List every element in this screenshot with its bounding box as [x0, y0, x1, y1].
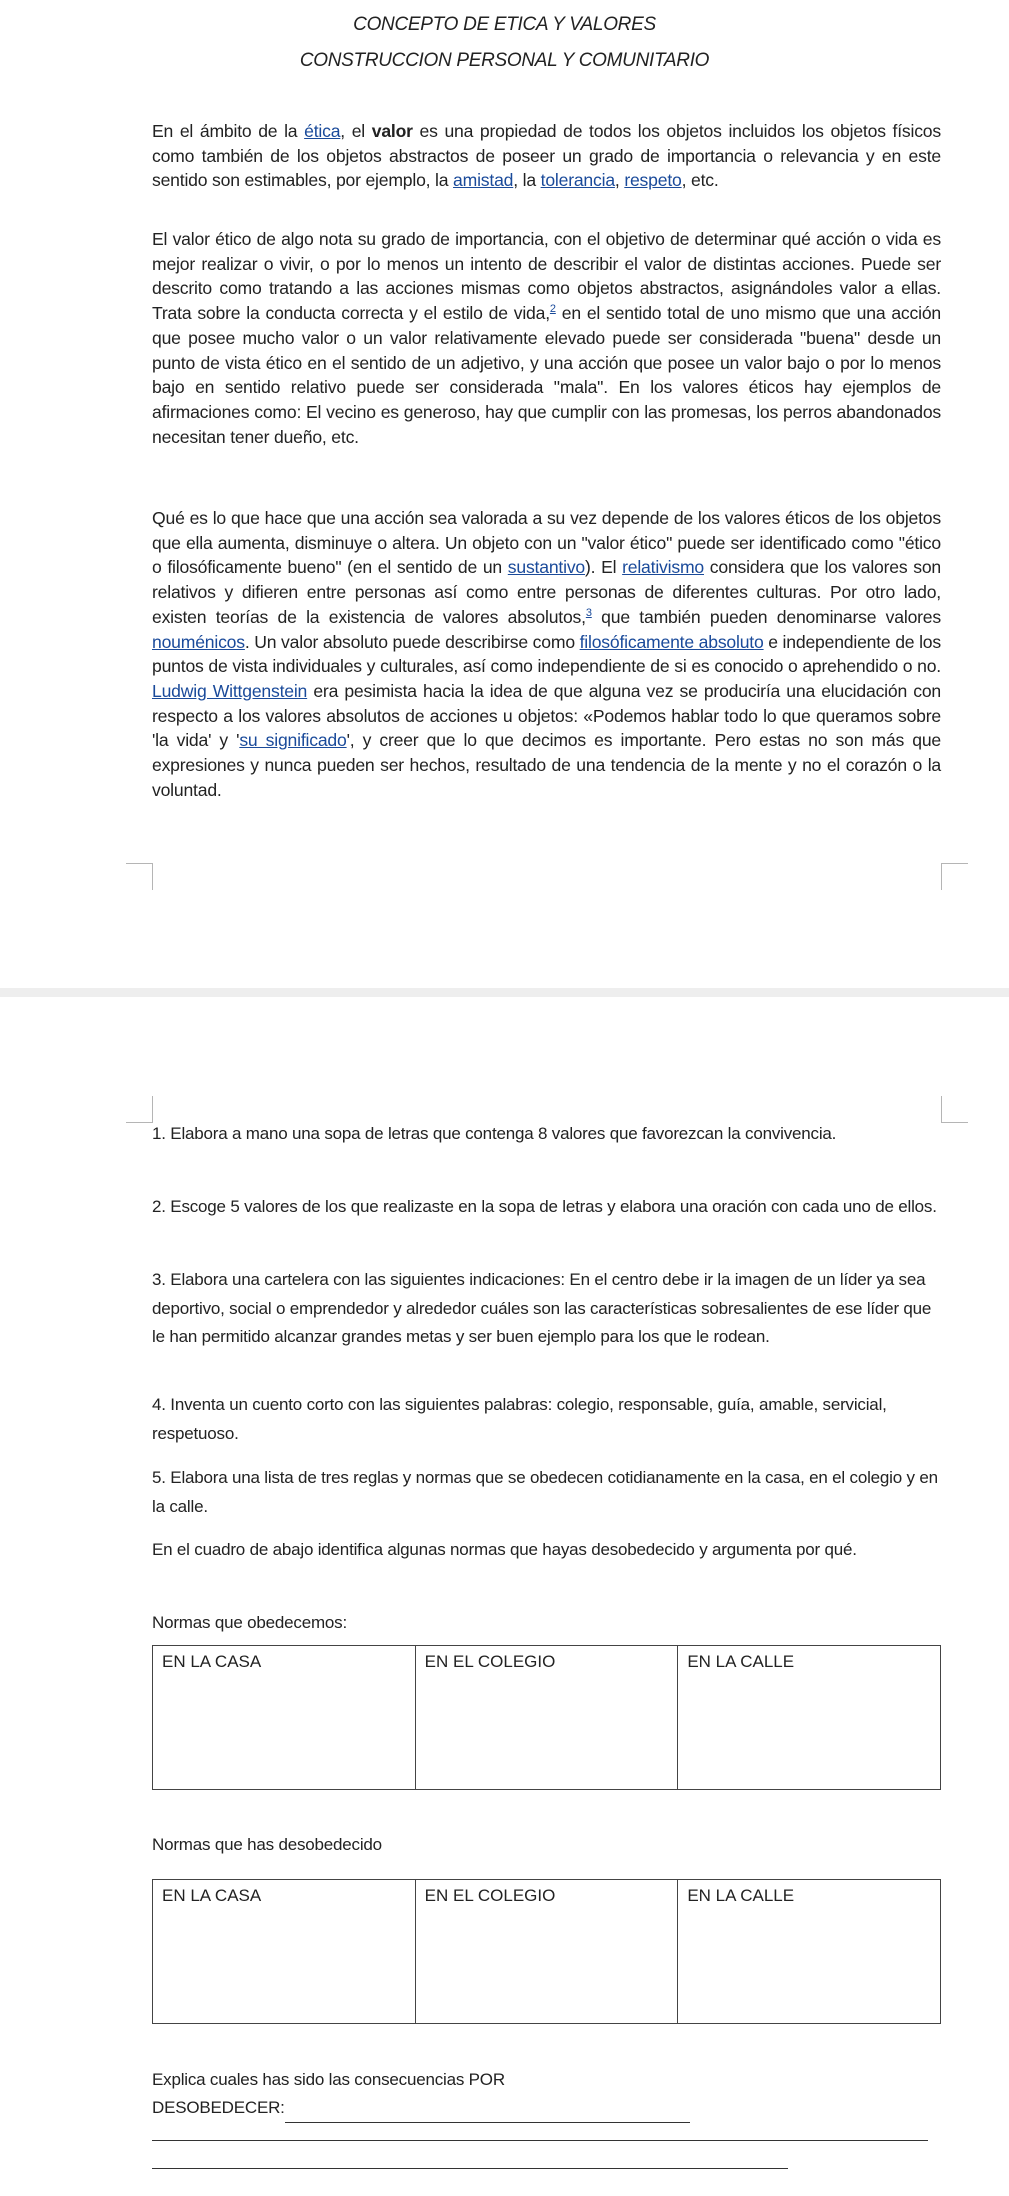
- page-separator: [0, 988, 1009, 997]
- text-run: era pesimista hacia la idea de que alguna vez se produciría una elucidación con respecto a los valores absolutos de acciones u objetos: «Podemos hablar todo lo que queramos sobre 'la vida' y ': [152, 680, 941, 751]
- table-cell-calle[interactable]: EN LA CALLE: [678, 1880, 941, 2024]
- text-run: . Un valor absoluto puede describirse como: [244, 631, 580, 652]
- text-run: El valor ético de algo nota su grado de importancia, con el objetivo de determinar qué acción o vida es mejor realizar o vivir, o por lo menos un intento de describir el valor de distintas acciones. Puede ser descrito como tratando a las acciones mismas como objetos abstractos, asignándoles valor a ellas. Trata sobre la conducta correcta y el estilo de vida,: [152, 229, 941, 324]
- text-run: que también pueden denominarse valores: [591, 606, 941, 627]
- hyperlink[interactable]: Ludwig Wittgenstein: [152, 680, 308, 701]
- task-item-4: 4. Inventa un cuento corto con las siguientes palabras: colegio, responsable, guía, amable, servicial, respetuoso.: [152, 1395, 887, 1443]
- explain-prompt: Explica cuales has sido las consecuencias POR: [152, 2070, 505, 2089]
- text-run: ). El: [585, 557, 623, 578]
- footnote-link[interactable]: 3: [585, 606, 592, 619]
- text-run: considera que los valores son relativos y difieren entre personas así como entre personas de diferentes culturas. Por otro lado, existen teorías de la existencia de valores absolutos,: [152, 557, 942, 627]
- hyperlink[interactable]: tolerancia: [540, 170, 615, 191]
- page-corner-mark: [941, 1096, 968, 1123]
- table-cell-colegio[interactable]: EN EL COLEGIO: [415, 1646, 678, 1790]
- instruction-text: En el cuadro de abajo identifica algunas normas que hayas desobedecido y argumenta por qué.: [152, 1540, 857, 1559]
- text-run: ', y creer que lo que decimos es importante. Pero estas no son más que expresiones y nunca pueden ser hechos, resultado de una tendencia de la mente y no el corazón o la voluntad.: [152, 730, 941, 800]
- footnote-link[interactable]: 2: [549, 303, 556, 316]
- text-run: ,: [614, 170, 625, 191]
- answer-blank[interactable]: [285, 2104, 690, 2123]
- table-cell-calle[interactable]: EN LA CALLE: [678, 1646, 941, 1790]
- text-run: Qué es lo que hace que una acción sea valorada a su vez depende de los valores éticos de los objetos que ella aumenta, disminuye o altera. Un objeto con un "valor ético" puede ser identificado como "ético o filosóficamente bueno" (en el sentido de un: [152, 508, 941, 578]
- document-title: CONCEPTO DE ETICA Y VALORES: [353, 14, 656, 35]
- paragraph-1: [152, 119, 941, 193]
- task-item-1: 1. Elabora a mano una sopa de letras que contenga 8 valores que favorezcan la convivencia.: [152, 1124, 837, 1143]
- table-cell-casa[interactable]: EN LA CASA: [153, 1646, 416, 1790]
- task-item-2: 2. Escoge 5 valores de los que realizaste en la sopa de letras y elabora una oración con cada uno de ellos.: [152, 1197, 937, 1216]
- disobeyed-norms-table: [152, 1879, 941, 2024]
- text-run: e independiente de los puntos de vista individuales y culturales, así como independiente de si es conocido o aprehendido o no.: [152, 631, 941, 677]
- answer-line[interactable]: [152, 2168, 788, 2169]
- paragraph-2: [152, 227, 941, 449]
- task-item-5: 5. Elabora una lista de tres reglas y normas que se obedecen cotidianamente en la casa, en el colegio y en la calle.: [152, 1468, 938, 1516]
- table1-label: Normas que obedecemos:: [152, 1613, 347, 1632]
- hyperlink[interactable]: ética: [304, 121, 341, 141]
- text-run: En el ámbito de la: [152, 121, 305, 141]
- text-run: , el: [340, 121, 372, 141]
- page-corner-mark: [126, 1096, 153, 1123]
- page-corner-mark: [941, 863, 968, 890]
- hyperlink[interactable]: su significado: [239, 730, 347, 751]
- text-run: en el sentido total de uno mismo que una acción que posee mucho valor o un valor relativamente elevado puede ser considerada "buena" desde un punto de vista ético en el sentido de un adjetivo, y una acción que posee un valor bajo o por lo menos bajo en sentido relativo puede ser considerada "mala". En los valores éticos hay ejemplos de afirmaciones como: El vecino es generoso, hay que cumplir con las promesas, los perros abandonados necesitan tener dueño, etc.: [152, 303, 941, 447]
- bold-term: valor: [371, 121, 413, 141]
- table-cell-colegio[interactable]: EN EL COLEGIO: [415, 1880, 678, 2024]
- hyperlink[interactable]: amistad: [453, 170, 514, 191]
- hyperlink[interactable]: filosóficamente absoluto: [579, 631, 764, 652]
- hyperlink[interactable]: nouménicos: [152, 631, 245, 652]
- explain-prompt-line2: [152, 2094, 941, 2123]
- answer-line[interactable]: [152, 2140, 928, 2141]
- paragraph-3: [152, 506, 941, 802]
- task-item-3: 3. Elabora una cartelera con las siguientes indicaciones: En el centro debe ir la imagen de un líder ya sea deportivo, social o emprendedor y alrededor cuáles son las características sobresalientes de ese líder que le han permitido alcanzar grandes metas y ser buen ejemplo para los que le rodean.: [152, 1270, 932, 1346]
- table-cell-casa[interactable]: EN LA CASA: [153, 1880, 416, 2024]
- hyperlink[interactable]: sustantivo: [507, 557, 585, 578]
- obeyed-norms-table: [152, 1645, 941, 1790]
- hyperlink[interactable]: respeto: [624, 170, 682, 191]
- table2-label: Normas que has desobedecido: [152, 1835, 382, 1854]
- document-subtitle: CONSTRUCCION PERSONAL Y COMUNITARIO: [299, 50, 710, 71]
- text-run: , etc.: [681, 170, 719, 191]
- disobey-label: DESOBEDECER:: [152, 2098, 285, 2117]
- text-run: , la: [513, 170, 541, 191]
- hyperlink[interactable]: relativismo: [622, 557, 704, 578]
- page-corner-mark: [126, 863, 153, 890]
- text-run: es una propiedad de todos los objetos incluidos los objetos físicos como también de los objetos abstractos de poseer un grado de importancia o relevancia y en este sentido son estimables, por ejemplo, la: [152, 121, 941, 191]
